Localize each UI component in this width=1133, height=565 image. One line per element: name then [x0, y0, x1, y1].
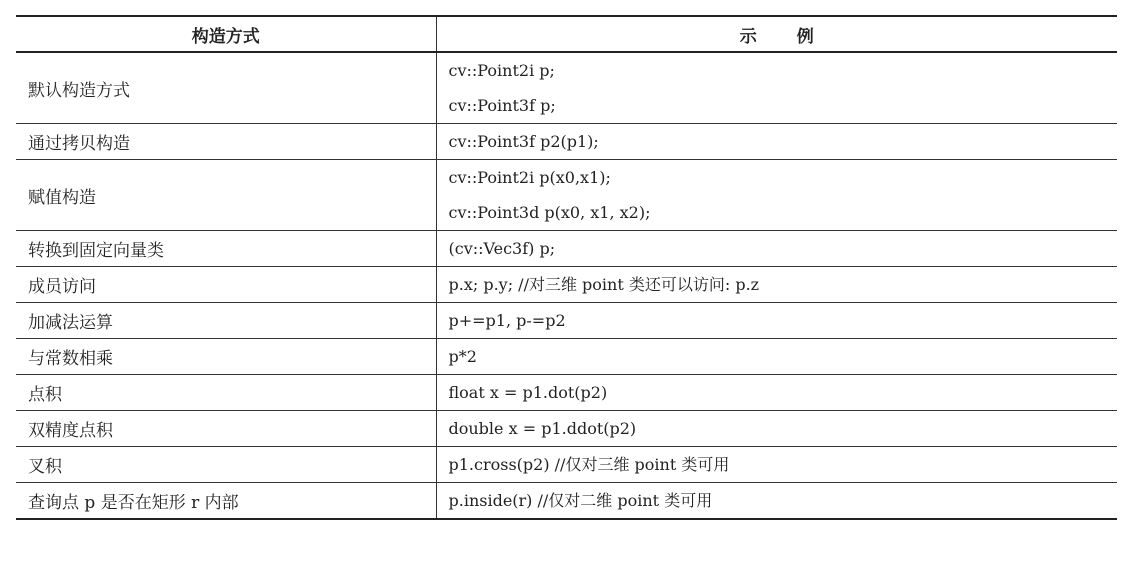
example-line: cv::Point3f p; [448, 96, 556, 115]
example-cell [436, 375, 1117, 411]
table-row [16, 160, 1117, 231]
example-line: p.inside(r) //仅对二维 point 类可用 [448, 491, 713, 510]
example-line: cv::Point3d p(x0, x1, x2); [448, 203, 651, 222]
example-line: p+=p1, p-=p2 [448, 311, 566, 330]
example-cell [436, 447, 1117, 483]
example-line: cv::Point3f p2(p1); [448, 132, 599, 151]
method-cell: 加减法运算 [16, 303, 436, 339]
method-cell: 叉积 [16, 447, 436, 483]
table-header-row [16, 16, 1117, 52]
method-cell: 转换到固定向量类 [16, 231, 436, 267]
method-cell: 赋值构造 [16, 160, 436, 231]
table-row [16, 339, 1117, 375]
header-method: 构造方式 [16, 16, 436, 52]
method-cell: 双精度点积 [16, 411, 436, 447]
example-line: p*2 [448, 347, 477, 366]
table-row [16, 411, 1117, 447]
table-row [16, 447, 1117, 483]
method-cell: 成员访问 [16, 267, 436, 303]
method-cell: 默认构造方式 [16, 52, 436, 124]
example-line: p1.cross(p2) //仅对三维 point 类可用 [448, 455, 730, 474]
example-line: cv::Point2i p(x0,x1); [448, 168, 611, 187]
table-row [16, 52, 1117, 124]
example-cell [436, 483, 1117, 520]
point-construction-table-container [16, 15, 1117, 520]
table-row [16, 231, 1117, 267]
point-construction-table [16, 15, 1117, 520]
example-cell [436, 160, 1117, 231]
example-cell [436, 231, 1117, 267]
header-example: 示例 [436, 16, 1117, 52]
method-cell: 通过拷贝构造 [16, 124, 436, 160]
example-line: cv::Point2i p; [448, 61, 555, 80]
example-cell [436, 339, 1117, 375]
table-row [16, 375, 1117, 411]
example-line: (cv::Vec3f) p; [448, 239, 556, 258]
example-cell [436, 303, 1117, 339]
example-line: float x = p1.dot(p2) [448, 383, 608, 402]
example-cell [436, 411, 1117, 447]
table-row [16, 267, 1117, 303]
method-cell: 点积 [16, 375, 436, 411]
method-cell: 查询点 p 是否在矩形 r 内部 [16, 483, 436, 520]
table-row [16, 483, 1117, 520]
example-line: double x = p1.ddot(p2) [448, 419, 637, 438]
method-cell: 与常数相乘 [16, 339, 436, 375]
example-line: p.x; p.y; //对三维 point 类还可以访问: p.z [448, 275, 760, 294]
example-cell [436, 52, 1117, 124]
example-cell [436, 124, 1117, 160]
example-cell [436, 267, 1117, 303]
table-row [16, 124, 1117, 160]
table-row [16, 303, 1117, 339]
